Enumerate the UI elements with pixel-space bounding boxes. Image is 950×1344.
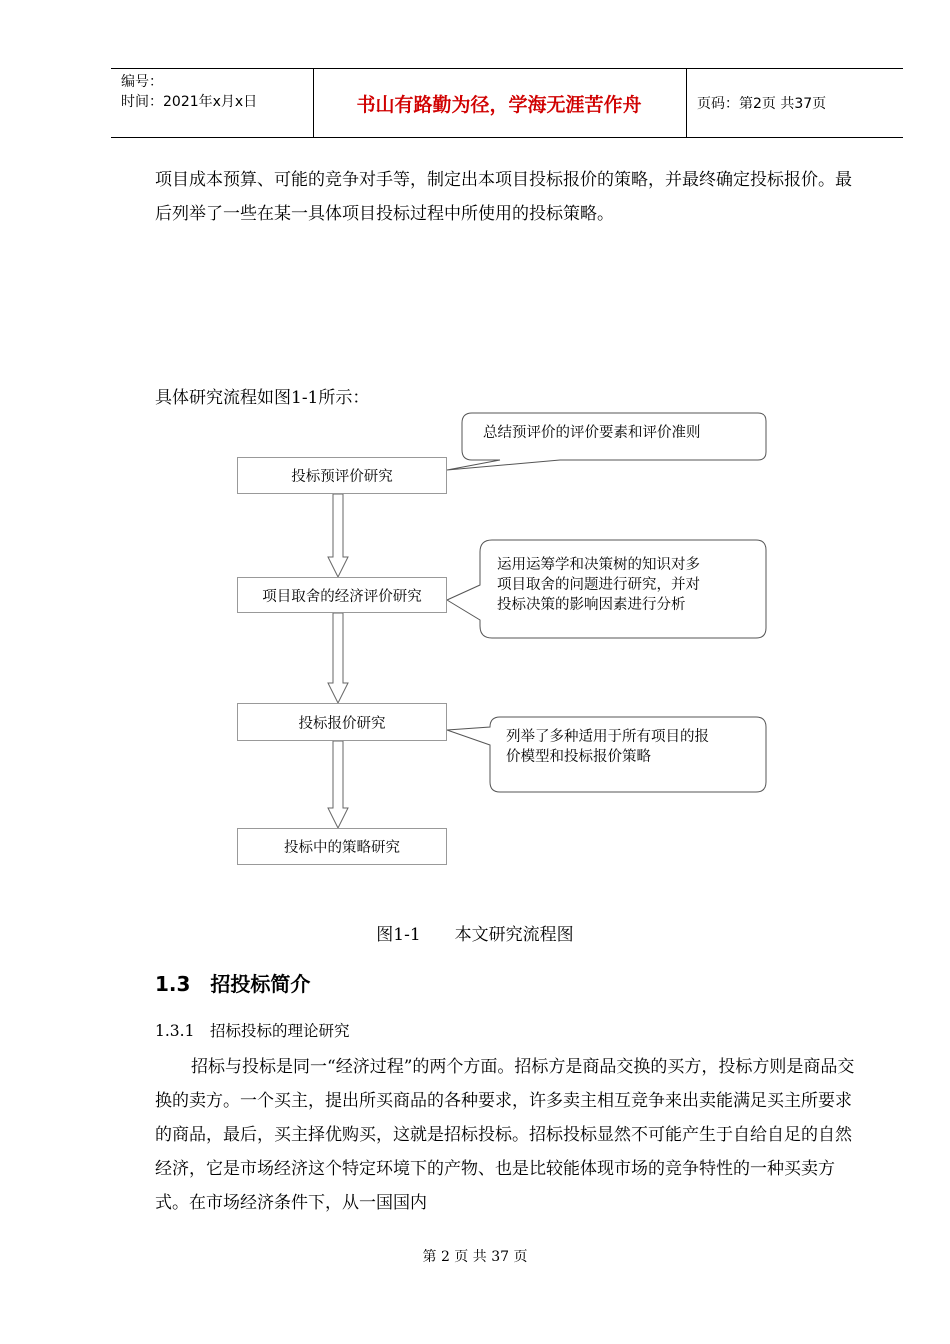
body-paragraph: 招标与投标是同一“经济过程”的两个方面。招标方是商品交换的买方，投标方则是商品交换的卖方。一个买主，提出所买商品的各种要求，许多卖主相互竞争来出卖能满足买主所要求的商品，最后，买主择优购买，这就是招标投标。招标投标显然不可能产生于自给自足的自然经济，它是市场经济这个特定环境下的产物、也是比较能体现市场的竞争特性的一种买卖方式。在市场经济条件下，从一国国内 xyxy=(155,1057,855,1213)
header-motto: 书山有路勤为径，学海无涯苦作舟 xyxy=(356,93,642,116)
subsection-title: 1.3.1 招标投标的理论研究 xyxy=(155,1022,350,1040)
flow-box-bid-pricing: 投标报价研究 xyxy=(237,703,447,741)
flow-box-economic-evaluation: 项目取舍的经济评价研究 xyxy=(237,577,447,613)
callout-line: 投标决策的影响因素进行分析 xyxy=(497,597,686,613)
callout-line: 总结预评价的评价要素和评价准则 xyxy=(483,425,701,441)
flow-box-pre-evaluation: 投标预评价研究 xyxy=(237,457,447,494)
callout-text xyxy=(483,423,701,443)
flow-arrow xyxy=(328,613,348,703)
callout-line: 运用运筹学和决策树的知识对多 xyxy=(497,557,700,573)
flow-box-strategy: 投标中的策略研究 xyxy=(237,828,447,865)
section-title: 1.3 招投标简介 xyxy=(155,972,311,996)
callout-line: 列举了多种适用于所有项目的报 xyxy=(506,729,709,745)
intro-paragraph: 项目成本预算、可能的竞争对手等，制定出本项目投标报价的策略，并最终确定投标报价。最后列举了一些在某一具体项目投标过程中所使用的投标策略。 xyxy=(155,170,852,224)
callout-line: 项目取舍的问题进行研究，并对 xyxy=(497,577,700,593)
figure-caption: 图1-1 本文研究流程图 xyxy=(376,925,574,945)
callout-text xyxy=(506,727,709,767)
flow-arrow xyxy=(328,494,348,577)
page-footer: 第 2 页 共 37 页 xyxy=(422,1249,528,1265)
callout-text xyxy=(497,555,700,615)
flow-arrow xyxy=(328,741,348,828)
header-page-number: 页码：第2页 共37页 xyxy=(697,96,827,112)
flow-intro-text: 具体研究流程如图1-1所示： xyxy=(155,388,370,408)
callout-line: 价模型和投标报价策略 xyxy=(506,749,651,765)
doc-time-label: 时间：2021年x月x日 xyxy=(121,94,258,110)
doc-number-label: 编号： xyxy=(121,74,163,90)
